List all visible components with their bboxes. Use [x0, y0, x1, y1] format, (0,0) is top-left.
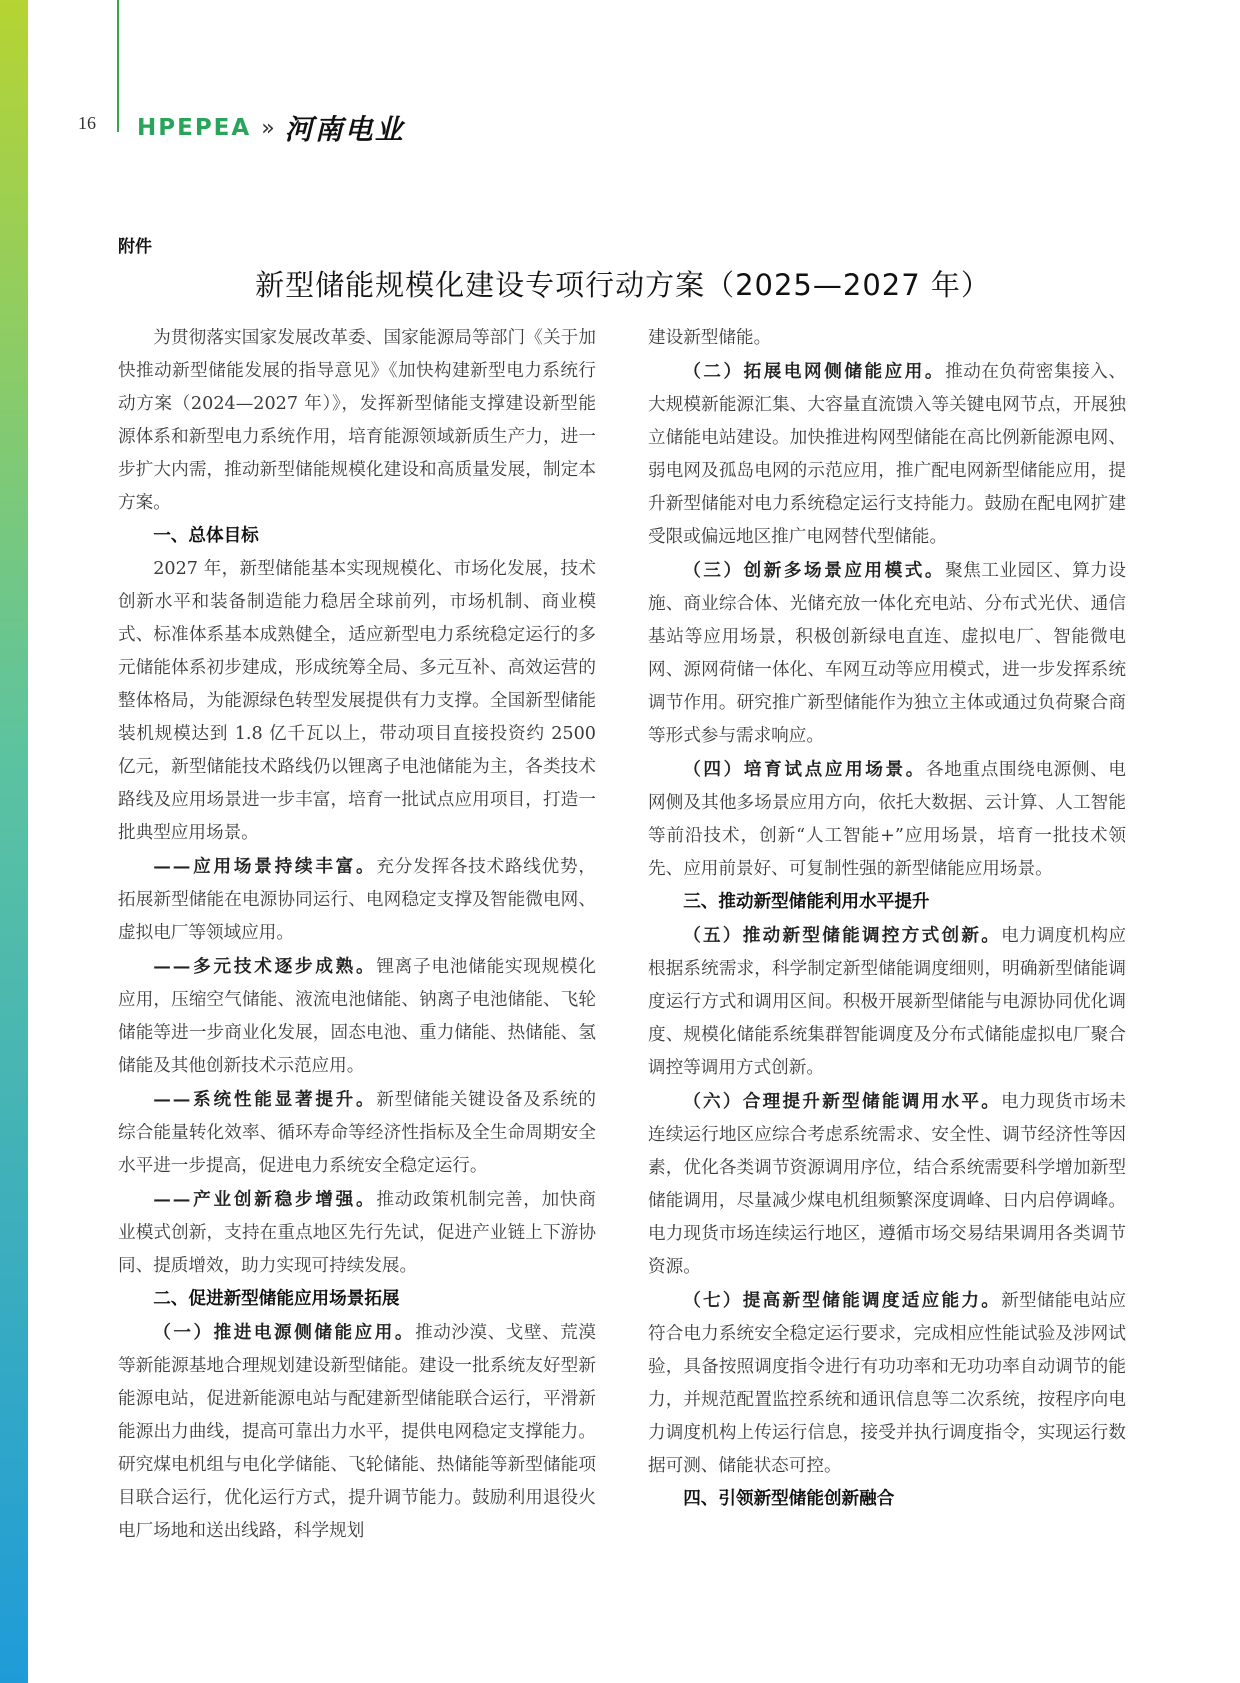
- bullet-lead: ——多元技术逐步成熟。: [153, 956, 377, 977]
- bullet-lead: ——产业创新稳步增强。: [153, 1189, 377, 1210]
- subsection-text: 电力调度机构应根据系统需求，科学制定新型储能调度细则，明确新型储能调度运行方式和调用区间。积极开展新型储能与电源协同优化调度、规模化储能系统集群智能调度及分布式储能虚拟电厂聚合调控等调用方式创新。: [648, 926, 1126, 1078]
- subsection-text: 各地重点围绕电源侧、电网侧及其他多场景应用方向，依托大数据、云计算、人工智能等前沿技术，创新“人工智能+”应用场景，培育一批技术领先、应用前景好、可复制性强的新型储能应用场景。: [648, 760, 1126, 879]
- logo-separator: »: [261, 115, 275, 141]
- subsection-lead: （一）推进电源侧储能应用。: [153, 1322, 416, 1343]
- bullet-text: 推动政策机制完善，加快商业模式创新，支持在重点地区先行先试，促进产业链上下游协同、提质增效，助力实现可持续发展。: [118, 1190, 596, 1276]
- subsection-lead: （五）推动新型储能调控方式创新。: [683, 925, 1002, 946]
- side-color-bar: [0, 0, 28, 1683]
- page-number: 16: [78, 113, 96, 133]
- subsection-paragraph: [648, 1085, 1126, 1284]
- intro-paragraph: 为贯彻落实国家发展改革委、国家能源局等部门《关于加快推动新型储能发展的指导意见》《加快构建新型电力系统行动方案（2024—2027 年）》，发挥新型储能支撑建设新型能源体系和新型电力系统作用，培育能源领域新质生产力，进一步扩大内需，推动新型储能规模化建设和高质量发展，制定本方案。: [118, 328, 596, 513]
- subsection-lead: （七）提高新型储能调度适应能力。: [683, 1290, 1002, 1311]
- subsection-text: 新型储能电站应符合电力系统安全稳定运行要求，完成相应性能试验及涉网试验，具备按照调度指令进行有功功率和无功功率自动调节的能力，并规范配置监控系统和通讯信息等二次系统，按程序向电力调度机构上传运行信息，接受并执行调度指令，实现运行数据可测、储能状态可控。: [648, 1291, 1126, 1476]
- subsection-paragraph: [648, 753, 1126, 886]
- magazine-logo: [137, 108, 405, 148]
- goal-paragraph: 2027 年，新型储能基本实现规模化、市场化发展，技术创新水平和装备制造能力稳居全球前列，市场机制、商业模式、标准体系基本成熟健全，适应新型电力系统稳定运行的多元储能体系初步建成，形成统筹全局、多元互补、高效运营的整体格局，为能源绿色转型发展提供有力支撑。全国新型储能装机规模达到 1.8 亿千瓦以上，带动项目直接投资约 2500 亿元，新型储能技术路线仍以锂离子电池储能为主，各类技术路线及应用场景进一步丰富，培育一批试点应用项目，打造一批典型应用场景。: [118, 559, 596, 843]
- attachment-label: 附件: [118, 237, 152, 257]
- bullet-text: 新型储能关键设备及系统的综合能量转化效率、循环寿命等经济性指标及全生命周期安全水平进一步提高，促进电力系统安全稳定运行。: [118, 1090, 596, 1176]
- subsection-lead: （三）创新多场景应用模式。: [683, 560, 946, 581]
- header-divider-line: [117, 0, 119, 132]
- logo-english: HPEPEA: [137, 115, 252, 141]
- subsection-paragraph: [648, 554, 1126, 753]
- bullet-paragraph: [118, 1183, 596, 1283]
- bullet-text: 锂离子电池储能实现规模化应用，压缩空气储能、液流电池储能、钠离子电池储能、飞轮储能等进一步商业化发展，固态电池、重力储能、热储能、氢储能及其他创新技术示范应用。: [118, 957, 596, 1076]
- bullet-paragraph: [118, 1083, 596, 1183]
- section-heading-1: 一、总体目标: [153, 526, 259, 546]
- bullet-paragraph: [118, 950, 596, 1083]
- subsection-paragraph: [648, 355, 1126, 554]
- subsection-text: 电力现货市场未连续运行地区应综合考虑系统需求、安全性、调节经济性等因素，优化各类调节资源调用序位，结合系统需要科学增加新型储能调用，尽量减少煤电机组频繁深度调峰、日内启停调峰。电力现货市场连续运行地区，遵循市场交易结果调用各类调节资源。: [648, 1092, 1126, 1277]
- document-title: 新型储能规模化建设专项行动方案（2025—2027 年）: [255, 268, 991, 302]
- subsection-lead: （六）合理提升新型储能调用水平。: [683, 1091, 1002, 1112]
- subsection-lead: （二）拓展电网侧储能应用。: [683, 361, 946, 382]
- section-heading-3: 三、推动新型储能利用水平提升: [683, 892, 930, 912]
- subsection-lead: （四）培育试点应用场景。: [683, 759, 927, 780]
- bullet-lead: ——应用场景持续丰富。: [153, 856, 377, 877]
- section-heading-4: 四、引领新型储能创新融合: [683, 1489, 895, 1509]
- right-column: [648, 322, 1126, 1516]
- left-column: [118, 322, 596, 1548]
- section-heading-2: 二、促进新型储能应用场景拓展: [153, 1289, 400, 1309]
- subsection-text: 聚焦工业园区、算力设施、商业综合体、光储充放一体化充电站、分布式光伏、通信基站等应用场景，积极创新绿电直连、虚拟电厂、智能微电网、源网荷储一体化、车网互动等应用模式，进一步发挥系统调节作用。研究推广新型储能作为独立主体或通过负荷聚合商等形式参与需求响应。: [648, 561, 1126, 746]
- continued-paragraph: 建设新型储能。: [648, 328, 772, 348]
- bullet-text: 充分发挥各技术路线优势，拓展新型储能在电源协同运行、电网稳定支撑及智能微电网、虚拟电厂等领域应用。: [118, 857, 596, 943]
- subsection-paragraph: [648, 919, 1126, 1085]
- subsection-paragraph: [118, 1316, 596, 1548]
- bullet-paragraph: [118, 850, 596, 950]
- bullet-lead: ——系统性能显著提升。: [153, 1089, 377, 1110]
- subsection-paragraph: [648, 1284, 1126, 1483]
- logo-chinese: 河南电业: [284, 113, 405, 146]
- subsection-text: 推动沙漠、戈壁、荒漠等新能源基地合理规划建设新型储能。建设一批系统友好型新能源电站，促进新能源电站与配建新型储能联合运行，平滑新能源出力曲线，提高可靠出力水平，提供电网稳定支撑能力。研究煤电机组与电化学储能、飞轮储能、热储能等新型储能项目联合运行，优化运行方式，提升调节能力。鼓励利用退役火电厂场地和送出线路，科学规划: [118, 1323, 596, 1541]
- subsection-text: 推动在负荷密集接入、大规模新能源汇集、大容量直流馈入等关键电网节点，开展独立储能电站建设。加快推进构网型储能在高比例新能源电网、弱电网及孤岛电网的示范应用，推广配电网新型储能应用，提升新型储能对电力系统稳定运行支持能力。鼓励在配电网扩建受限或偏远地区推广电网替代型储能。: [648, 362, 1126, 547]
